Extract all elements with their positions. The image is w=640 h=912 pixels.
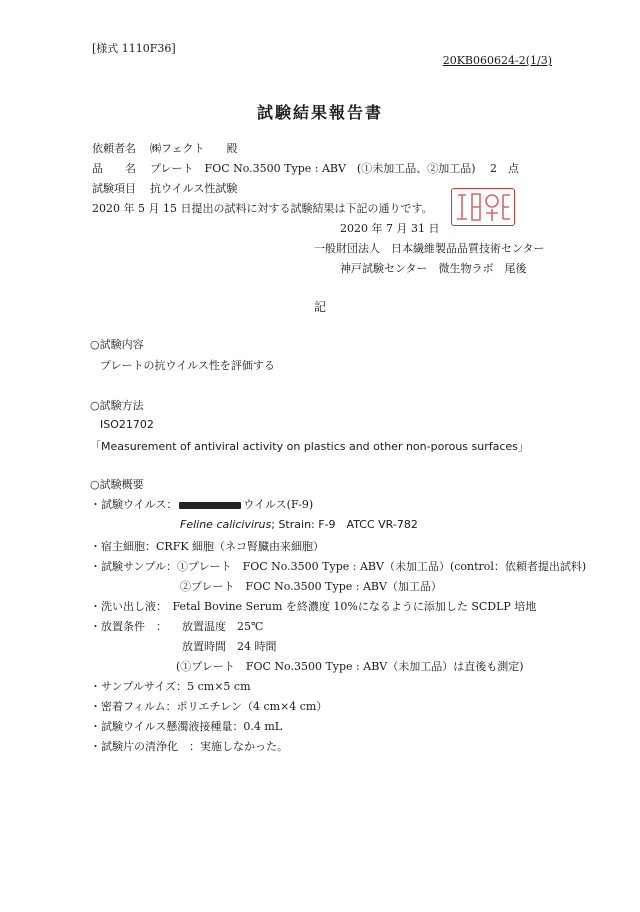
method-title: 「Measurement of antiviral activity on plastics and other non-porous surfaces」 [90, 440, 529, 453]
client-row [92, 140, 237, 156]
sample-1: ・試験サンプル：①プレート FOC No.3500 Type : ABV（未加工品）(control：依頼者提出試料) [90, 560, 587, 573]
result-statement: 2020 年 5 月 15 日提出の試料に対する試験結果は下記の通りです。 [92, 202, 433, 215]
form-number: [様式 1110F36] [92, 42, 176, 55]
test-item-value: 抗ウイルス性試験 [150, 182, 238, 195]
method-iso: ISO21702 [100, 418, 154, 431]
organization-name: 一般財団法人 日本繊維製品品質技術センター [314, 242, 545, 255]
test-item-row [92, 180, 237, 196]
ki-heading: 記 [313, 300, 326, 314]
official-seal-stamp [451, 188, 515, 226]
virus-scientific-name: Feline calicivirus [180, 518, 272, 531]
seal-icon [452, 189, 514, 225]
content-heading: ○試験内容 [90, 338, 144, 351]
virus-strain: ; Strain: F-9 ATCC VR-782 [271, 518, 418, 531]
sample-size: ・サンプルサイズ：5 cm×5 cm [90, 680, 251, 693]
virus-detail [180, 516, 418, 532]
report-title: 試験結果報告書 [256, 103, 383, 122]
virus-prefix: ・試験ウイルス： [90, 498, 178, 511]
report-date: 2020 年 7 月 31 日 [340, 222, 440, 235]
product-value: プレート FOC No.3500 Type : ABV (①未加工品、②加工品) 2 点 [150, 162, 520, 175]
sample-2: ②プレート FOC No.3500 Type : ABV（加工品） [180, 580, 442, 593]
host-cell: ・宿主細胞：CRFK 細胞（ネコ腎臓由来細胞） [90, 540, 325, 553]
condition-note: (①プレート FOC No.3500 Type : ABV（未加工品）は直後も測定) [176, 660, 524, 673]
product-label: 品 名 [92, 162, 136, 175]
content-body: プレートの抗ウイルス性を評価する [100, 359, 275, 372]
overview-heading: ○試験概要 [90, 478, 144, 491]
adhesive-film: ・密着フィルム：ポリエチレン（4 cm×4 cm） [90, 700, 328, 713]
condition-temp: 放置温度 25℃ [182, 620, 264, 633]
lab-name: 神戸試験センター 微生物ラボ 尾後 [340, 262, 527, 275]
test-item-label: 試験項目 [92, 182, 136, 195]
condition-time: 放置時間 24 時間 [182, 640, 277, 653]
condition-row [90, 618, 263, 634]
client-value: ㈱フェクト 殿 [150, 142, 238, 155]
client-label: 依頼者名 [92, 142, 136, 155]
inoculum-volume: ・試験ウイルス懸濁液接種量：0.4 mL [90, 720, 283, 733]
wash-solution: ・洗い出し液： Fetal Bovine Serum を終濃度 10%になるように添加した SCDLP 培地 [90, 600, 537, 613]
virus-suffix: ウイルス(F-9) [243, 498, 314, 511]
reference-number: 20KB060624-2(1/3) [442, 54, 552, 67]
redaction-mark [179, 502, 241, 509]
product-row [92, 160, 519, 176]
condition-label: ・放置条件 ： [90, 620, 167, 633]
specimen-cleaning: ・試験片の清浄化 ：実施しなかった。 [90, 740, 288, 753]
method-heading: ○試験方法 [90, 399, 144, 412]
virus-row [90, 496, 313, 512]
